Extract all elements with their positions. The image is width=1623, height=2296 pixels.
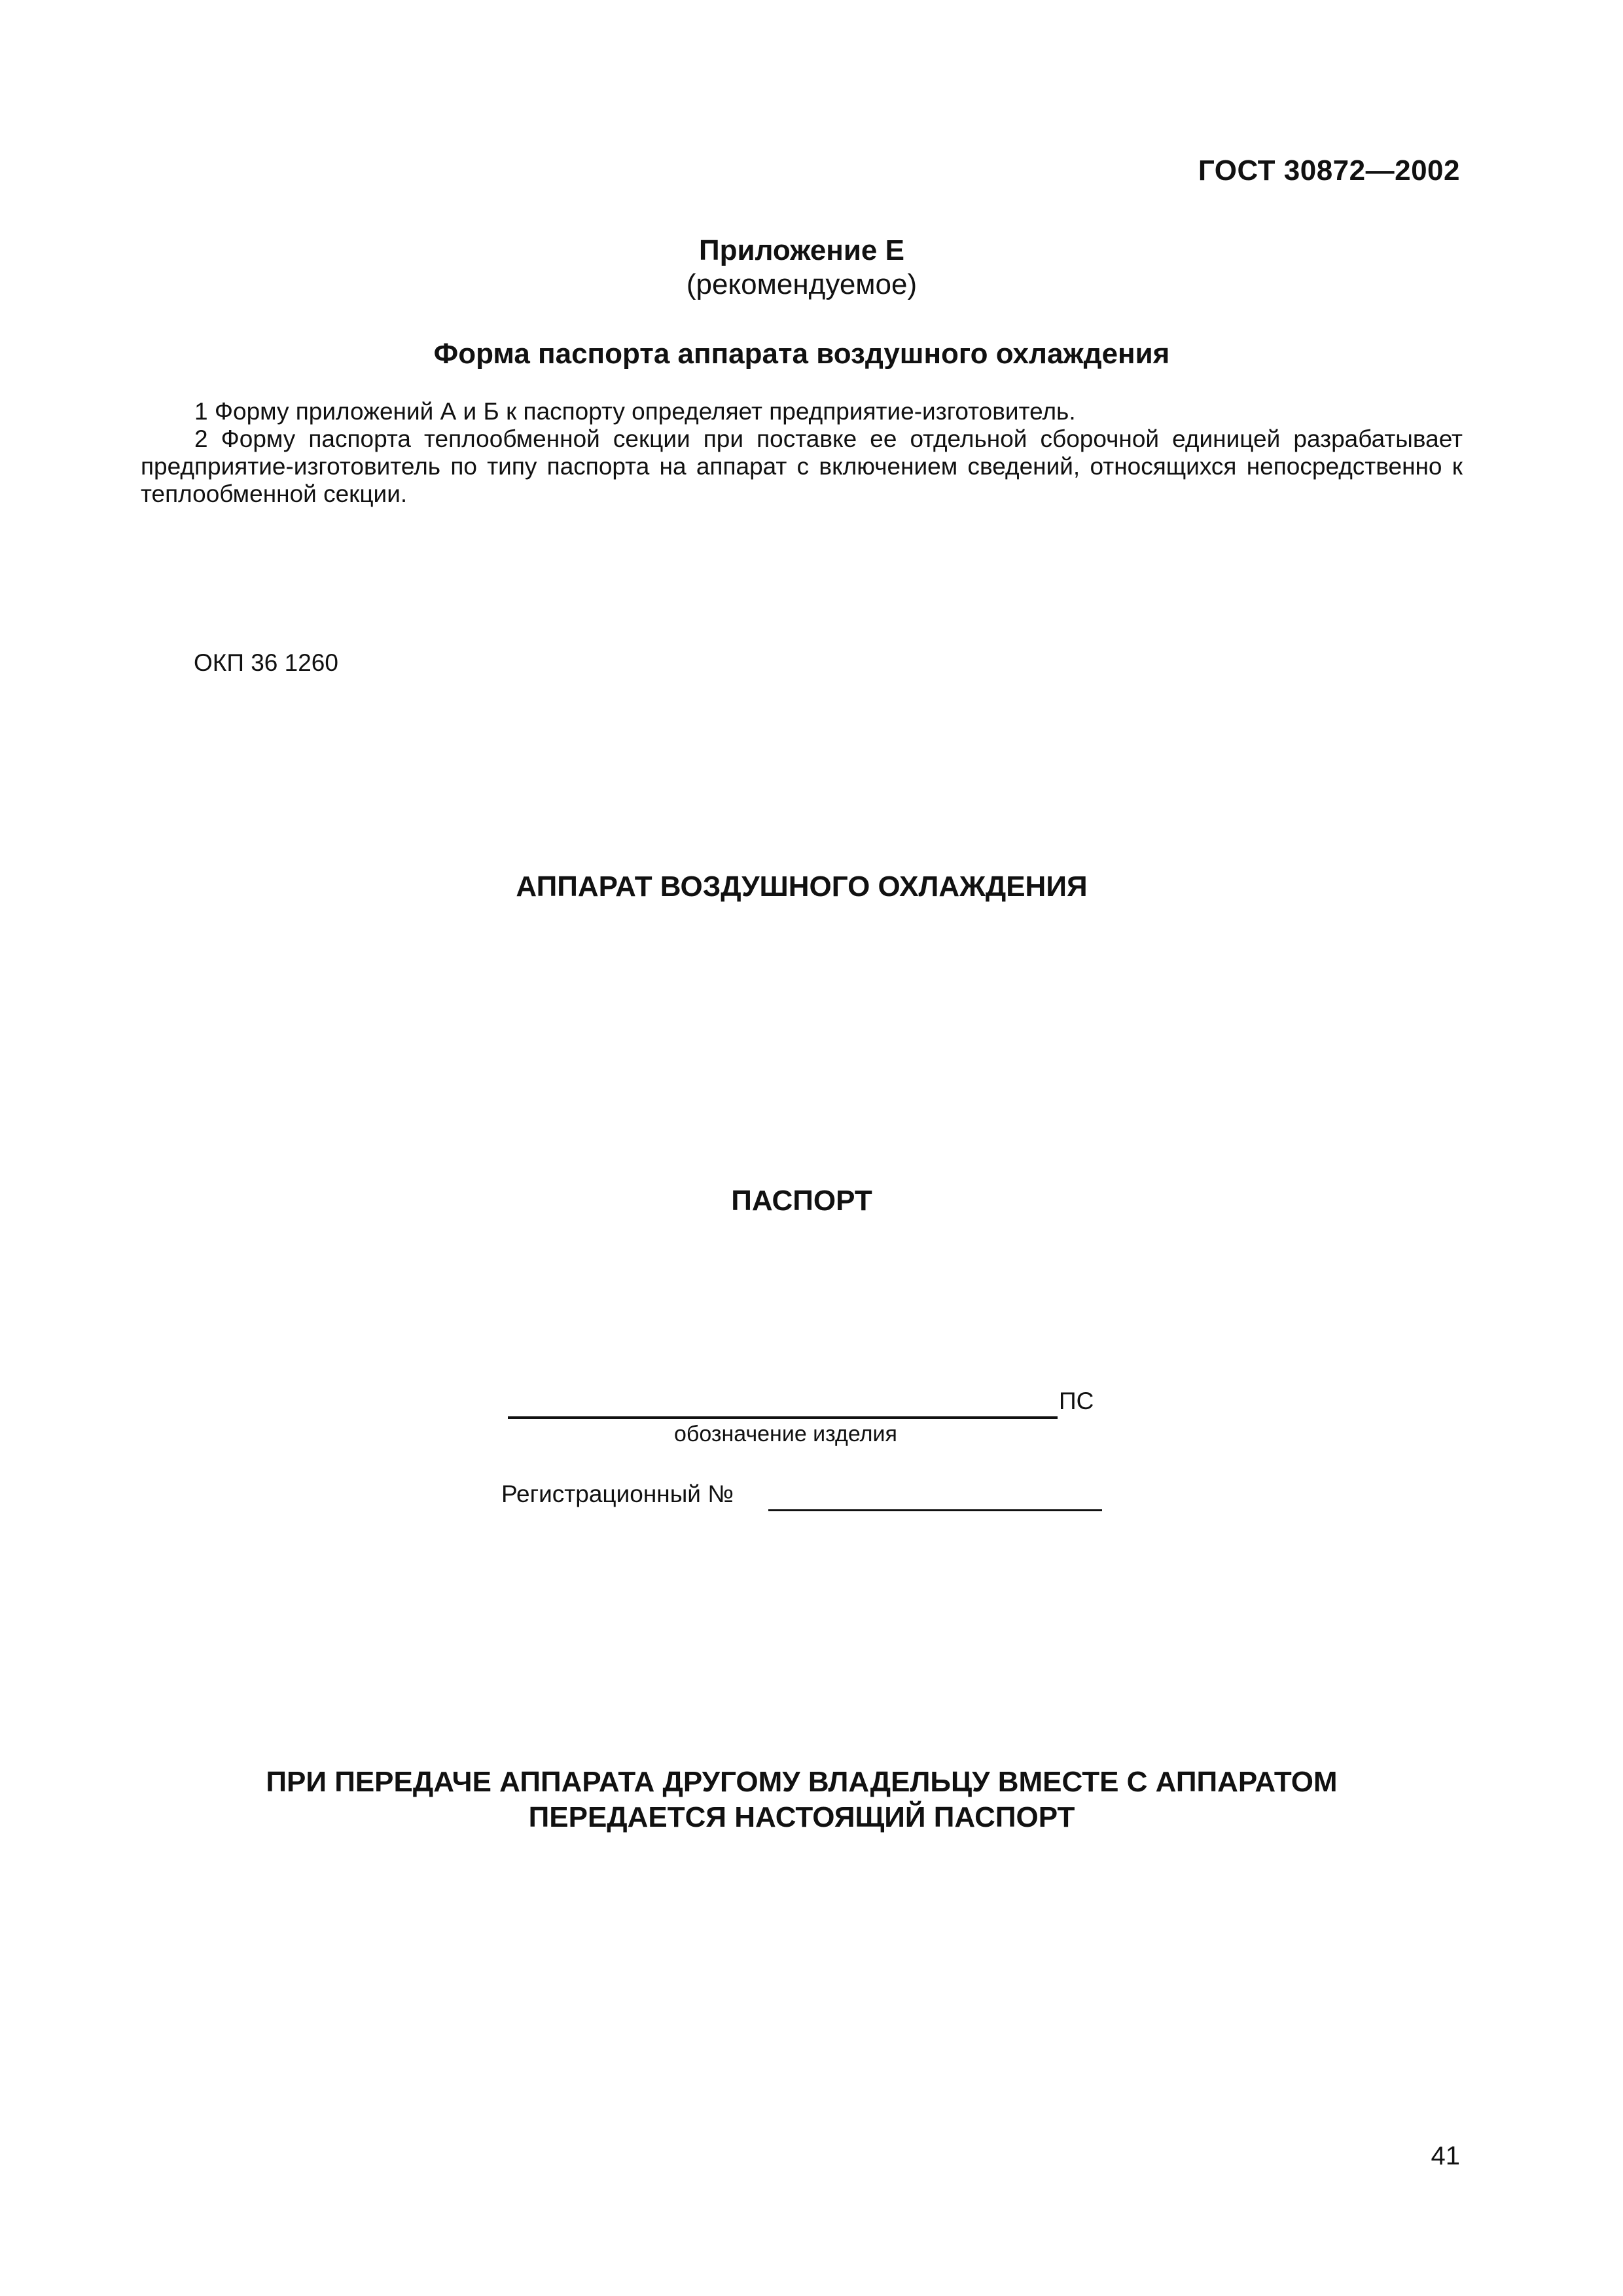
form-title: Форма паспорта аппарата воздушного охлаждения (433, 338, 1170, 370)
registration-label: Регистрационный № (501, 1480, 734, 1507)
page-number: 41 (1431, 2142, 1460, 2170)
warning-line-1: ПРИ ПЕРЕДАЧЕ АППАРАТА ДРУГОМУ ВЛАДЕЛЬЦУ ВМЕСТЕ С АППАРАТОМ (266, 1766, 1338, 1798)
okp-code: ОКП 36 1260 (194, 649, 338, 676)
transfer-warning (0, 1765, 1603, 1835)
appendix-status: (рекомендуемое) (686, 268, 918, 300)
warning-line-2: ПЕРЕДАЕТСЯ НАСТОЯЩИЙ ПАСПОРТ (528, 1801, 1075, 1833)
designation-caption: обозначение изделия (674, 1422, 897, 1446)
note-1: 1 Форму приложений А и Б к паспорту определяет предприятие-изготовитель. (194, 398, 1076, 425)
product-title: АППАРАТ ВОЗДУШНОГО ОХЛАЖДЕНИЯ (516, 870, 1088, 903)
note-2: 2 Форму паспорта теплообменной секции при поставке ее отдельной сборочной единицей разрабатывает предприятие-изготовитель по типу паспорта на аппарат с включением сведений, относящихся непосредственно к теплообменной секции. (141, 425, 1463, 507)
notes-block (141, 398, 1463, 508)
standard-code: ГОСТ 30872—2002 (1198, 154, 1460, 187)
designation-suffix: ПС (1059, 1388, 1094, 1414)
appendix-title: Приложение Е (699, 234, 904, 266)
passport-title: ПАСПОРТ (731, 1185, 872, 1217)
registration-field-line[interactable] (768, 1509, 1102, 1511)
designation-field-line[interactable] (508, 1416, 1058, 1419)
